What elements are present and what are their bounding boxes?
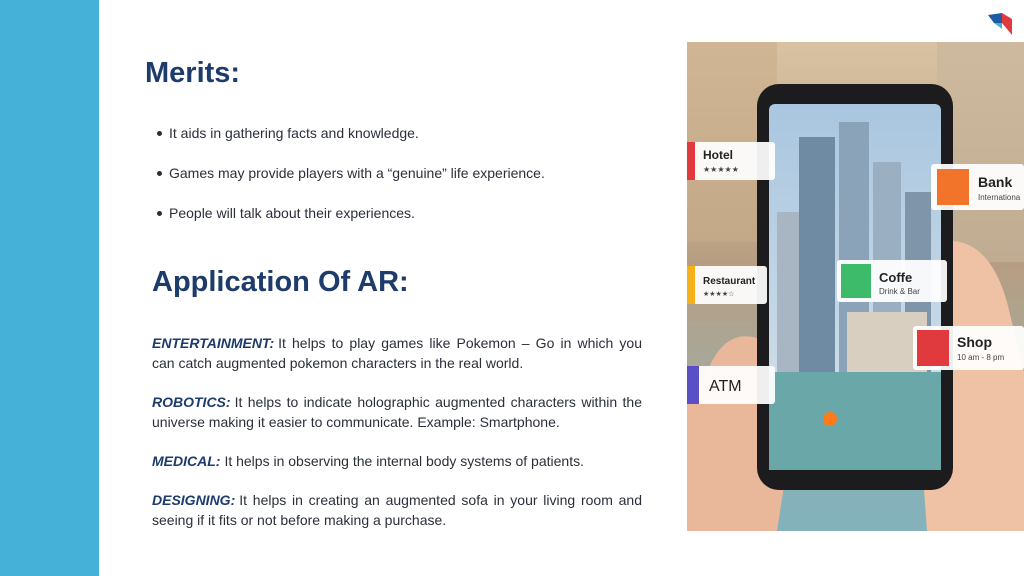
merits-list — [152, 123, 652, 243]
coffee-sub-text: Drink & Bar — [879, 287, 920, 296]
left-accent-bar — [0, 0, 99, 576]
application-item-medical — [152, 451, 642, 471]
application-description: It helps in creating an augmented sofa in your living room and seeing if it fits or not before making a purchase. — [152, 492, 642, 528]
atm-label — [687, 366, 775, 404]
application-description: It helps to indicate holographic augmented characters within the universe making it easier to communicate. Example: Smartphone. — [152, 394, 642, 430]
restaurant-rating: ★★★★☆ — [703, 291, 735, 298]
application-term: ENTERTAINMENT: — [152, 335, 275, 351]
applications-list — [152, 333, 642, 549]
application-item-designing — [152, 490, 642, 530]
merit-item: It aids in gathering facts and knowledge. — [152, 123, 652, 163]
bank-sub-text: Internationa — [978, 193, 1021, 202]
shop-hours-text: 10 am - 8 pm — [957, 353, 1005, 362]
hotel-label — [687, 142, 775, 180]
bank-label-text: Bank — [978, 174, 1013, 190]
application-item-entertainment — [152, 333, 642, 373]
hotel-label-text: Hotel — [703, 148, 733, 162]
coffee-label — [837, 260, 947, 302]
merit-item: People will talk about their experiences. — [152, 203, 652, 243]
applications-heading: Application Of AR: — [152, 266, 409, 298]
ar-phone-photo — [687, 42, 1024, 531]
shop-label-text: Shop — [957, 334, 992, 350]
restaurant-label-text: Restaurant — [703, 276, 756, 287]
bank-label — [931, 164, 1024, 210]
application-description: It helps in observing the internal body systems of patients. — [224, 453, 584, 469]
application-term: DESIGNING: — [152, 492, 236, 508]
coffee-label-text: Coffe — [879, 270, 913, 285]
application-term: MEDICAL: — [152, 453, 221, 469]
restaurant-label — [687, 266, 767, 304]
application-item-robotics — [152, 392, 642, 432]
application-description: It helps to play games like Pokemon – Go in which you can catch augmented pokemon characters in the real world. — [152, 335, 642, 371]
atm-label-text: ATM — [709, 378, 742, 395]
shop-label — [913, 326, 1024, 370]
hotel-rating: ★★★★★ — [703, 165, 739, 174]
brand-logo-icon — [988, 13, 1012, 35]
merit-item: Games may provide players with a “genuine” life experience. — [152, 163, 652, 203]
application-term: ROBOTICS: — [152, 394, 231, 410]
merits-heading: Merits: — [145, 57, 241, 89]
